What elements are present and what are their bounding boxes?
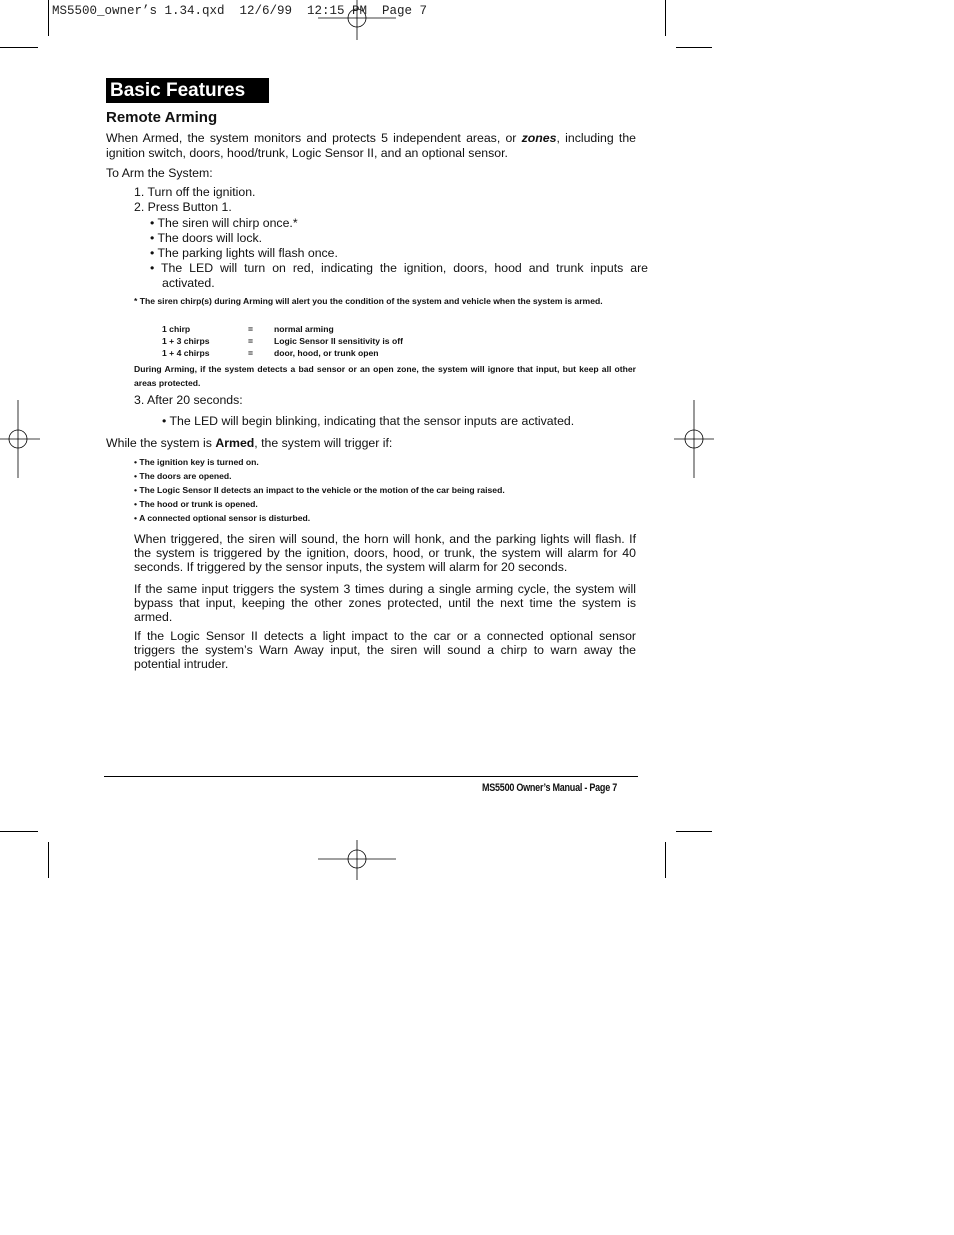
armed-intro-bold: Armed — [215, 436, 255, 450]
bad-sensor-note: During Arming, if the system detects a bad sensor or an open zone, the system will ignore that input, but keep all other areas protected. — [134, 364, 636, 388]
paragraph-warn-away: If the Logic Sensor II detects a light impact to the car or a connected optional sensor triggers the system’s Warn Away input, the siren will sound a chirp to warn away the potential intruder. — [134, 629, 636, 671]
trigger-item: • The ignition key is turned on. — [134, 457, 259, 467]
step3-bullet: • The LED will begin blinking, indicating that the sensor inputs are activated. — [162, 414, 575, 428]
step2-bullet: • The siren will chirp once.* — [150, 216, 298, 230]
intro-emphasis: zones — [521, 131, 557, 145]
crop-mark — [0, 47, 38, 48]
section-title: Remote Arming — [106, 109, 218, 126]
paragraph-bypass: If the same input triggers the system 3 times during a single arming cycle, the system will bypass that input, keeping the other zones protected, until the next time the system is armed. — [134, 582, 636, 624]
footer-rule — [104, 776, 638, 777]
crop-mark — [665, 842, 666, 878]
chirp-row — [162, 323, 462, 335]
to-arm-label: To Arm the System: — [106, 166, 213, 180]
chirp-equals: = — [248, 348, 254, 358]
footnote: * The siren chirp(s) during Arming will alert you the condition of the system and vehicle when the system is armed. — [134, 296, 603, 306]
step-2: 2. Press Button 1. — [134, 200, 232, 214]
crop-mark — [48, 842, 49, 878]
trigger-item: • The hood or trunk is opened. — [134, 499, 258, 509]
chirp-table — [162, 323, 462, 359]
armed-intro-text-end: , the system will trigger if: — [254, 436, 393, 450]
chirp-row — [162, 335, 462, 347]
step-3: 3. After 20 seconds: — [134, 393, 243, 407]
chirp-meaning: normal arming — [274, 324, 334, 334]
chirp-count: 1 + 4 chirps — [162, 348, 210, 358]
file-slug: MS5500_owner’s 1.34.qxd 12/6/99 12:15 PM Page 7 — [52, 4, 428, 18]
trigger-item: • The doors are opened. — [134, 471, 232, 481]
chirp-count: 1 chirp — [162, 324, 191, 334]
registration-mark-bottom — [318, 822, 396, 880]
step2-bullet: • The doors will lock. — [150, 231, 263, 245]
armed-intro-text: While the system is — [106, 436, 216, 450]
paragraph-triggered: When triggered, the siren will sound, the horn will honk, and the parking lights will flash. If the system is triggered by the ignition, doors, hood, or trunk, the system will alarm for 40 seconds. If triggered by the sensor inputs, the system will alarm for 20 seconds. — [134, 532, 636, 574]
chirp-meaning: Logic Sensor II sensitivity is off — [274, 336, 403, 346]
registration-mark-right — [674, 400, 714, 478]
intro-text-end: , including the ignition switch, doors, hood/trunk, Logic Sensor II, and an optional sensor. — [106, 131, 636, 160]
trigger-item: • A connected optional sensor is disturbed. — [134, 513, 311, 523]
chirp-equals: = — [248, 324, 254, 334]
crop-mark — [676, 47, 712, 48]
crop-mark — [48, 0, 49, 36]
crop-mark — [676, 831, 712, 832]
step2-bullet-led: • The LED will turn on red, indicating the ignition, doors, hood and trunk inputs are activated. — [150, 261, 648, 290]
intro-paragraph — [106, 131, 636, 161]
chirp-count: 1 + 3 chirps — [162, 336, 210, 346]
armed-intro — [106, 436, 392, 451]
crop-mark — [0, 831, 38, 832]
trigger-item: • The Logic Sensor II detects an impact to the vehicle or the motion of the car being raised. — [134, 485, 505, 495]
intro-text: When Armed, the system monitors and protects 5 independent areas, or — [106, 131, 522, 145]
chirp-equals: = — [248, 336, 254, 346]
step2-bullet: • The parking lights will flash once. — [150, 246, 338, 260]
step-1: 1. Turn off the ignition. — [134, 185, 256, 199]
page-banner-title: Basic Features — [106, 78, 269, 103]
page-footer: MS5500 Owner’s Manual - Page 7 — [482, 782, 617, 794]
crop-mark — [665, 0, 666, 36]
chirp-meaning: door, hood, or trunk open — [274, 348, 379, 358]
chirp-row — [162, 347, 462, 359]
registration-mark-left — [0, 400, 40, 478]
